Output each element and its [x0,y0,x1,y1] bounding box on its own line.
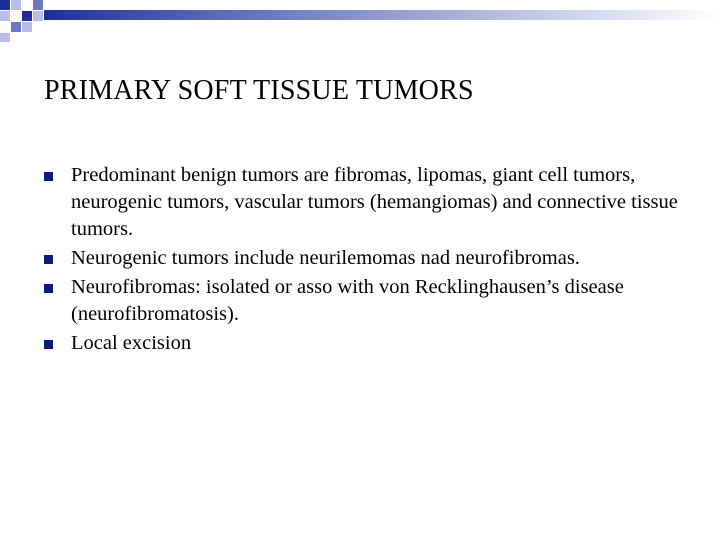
decor-square [22,11,32,21]
decor-square [33,11,43,21]
bullet-text: Local excision [71,332,192,354]
page-title: PRIMARY SOFT TISSUE TUMORS [44,75,474,106]
bullet-text: Neurofibromas: isolated or asso with von Recklinghausen’s disease (neurofibromatosis). [71,276,624,325]
list-item [44,330,684,357]
bullet-list [44,162,684,359]
list-item [44,245,684,272]
gradient-bar [44,10,720,20]
decor-square [0,0,10,10]
decorative-header-band [0,0,720,42]
square-bullet-icon [44,172,53,181]
square-bullet-icon [44,340,53,349]
bullet-text: Predominant benign tumors are fibromas, lipomas, giant cell tumors, neurogenic tumors, vascular tumors (hemangiomas) and connective tissue tumors. [71,164,678,240]
decor-square [33,0,43,10]
decor-square [0,11,10,21]
decor-square [0,33,10,42]
bullet-text: Neurogenic tumors include neurilemomas nad neurofibromas. [71,247,580,269]
decor-square [22,22,32,32]
square-bullet-icon [44,255,53,264]
decor-square [11,22,21,32]
decor-square [11,0,21,10]
list-item [44,162,684,243]
square-bullet-icon [44,284,53,293]
list-item [44,274,684,328]
